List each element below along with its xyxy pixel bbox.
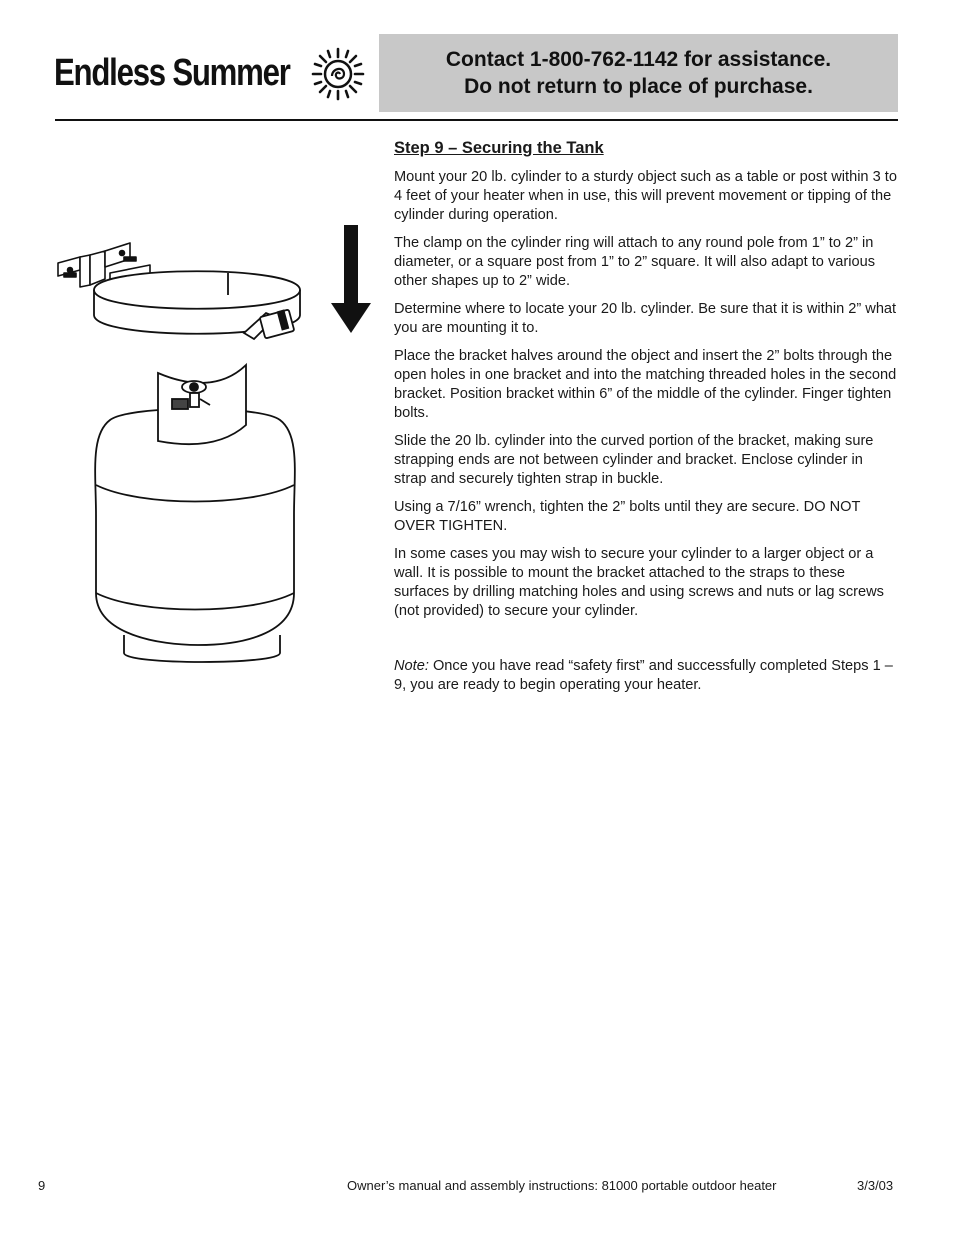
paragraph: Place the bracket halves around the object and insert the 2” bolts through the open holes in one bracket and into the matching threaded holes in the second bracket. Position bracket within 6” of the middle of the cylinder. Finger tighten bolts. [394,348,897,421]
down-arrow-icon [331,225,371,333]
paragraph: Mount your 20 lb. cylinder to a sturdy object such as a table or post within 3 to 4 feet of your heater when in use, this will prevent movement or tipping of the cylinder during operation. [394,169,897,223]
contact-banner [379,34,898,112]
note [394,657,898,695]
brand-logo [54,46,364,106]
step-title: Step 9 – Securing the Tank [394,139,604,157]
page-number: 9 [38,1178,46,1193]
propane-cylinder [95,365,295,662]
step-content [394,139,898,704]
sun-icon [310,46,366,102]
footer-date: 3/3/03 [857,1178,894,1193]
contact-line-return: Do not return to place of purchase. [464,75,813,98]
paragraph: The clamp on the cylinder ring will attach to any round pole from 1” to 2” in diameter, or a square post from 1” to 2” square. It will also adapt to various other shapes up to 2” wide. [394,235,876,289]
note-label: Note: [394,658,429,674]
note-text: Once you have read “safety first” and successfully completed Steps 1 – 9, you are ready to begin operating your heater. [394,658,893,693]
header-divider [55,119,898,121]
paragraph: Determine where to locate your 20 lb. cylinder. Be sure that it is within 2” what you are mounting it to. [394,301,897,336]
paragraph: In some cases you may wish to secure your cylinder to a larger object or a wall. It is possible to mount the bracket attached to the straps to these surfaces by drilling matching holes and using screws and nuts or lag screws (not provided) to secure your cylinder. [394,546,884,619]
paragraph: Slide the 20 lb. cylinder into the curved portion of the bracket, making sure strapping ends are not between cylinder and bracket. Enclose cylinder in strap and securely tighten strap in buckle. [394,433,874,487]
logo-text: Endless Summer [54,52,290,94]
cylinder-ring [94,271,300,339]
contact-line-phone: Contact 1-800-762-1142 for assistance. [445,48,832,71]
footer-title: Owner’s manual and assembly instructions: 81000 portable outdoor heater [347,1178,777,1193]
tank-mounting-illustration [50,215,380,665]
paragraph: Using a 7/16” wrench, tighten the 2” bolts until they are secure. DO NOT OVER TIGHTEN. [394,499,861,534]
